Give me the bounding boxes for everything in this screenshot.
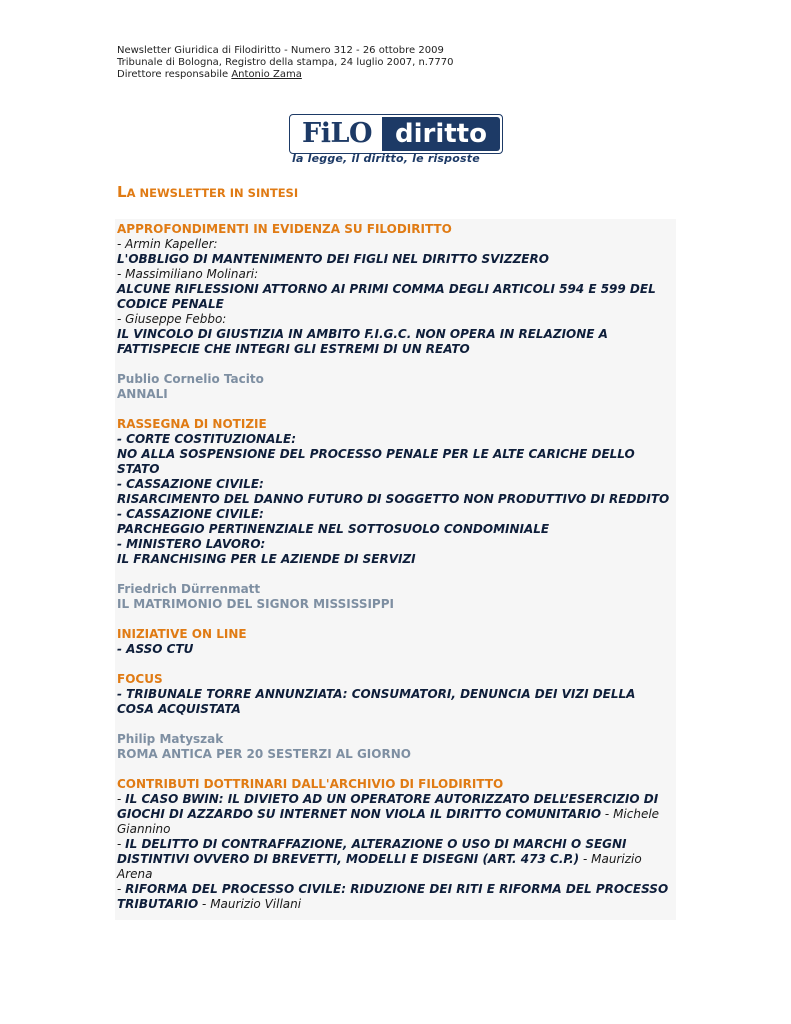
news-link[interactable]: PARCHEGGIO PERTINENZIALE NEL SOTTOSUOLO CONDOMINIALE [117,522,550,536]
contribution-item: - IL CASO BWIN: IL DIVIETO AD UN OPERATORE AUTORIZZATO DELL’ESERCIZIO DI GIOCHI DI AZZARDO SU INTERNET NON VIOLA IL DIRITTO COMUNITARIO - Michele Giannino [117,792,660,836]
news-link[interactable]: RISARCIMENTO DEL DANNO FUTURO DI SOGGETTO NON PRODUTTIVO DI REDDITO [117,492,670,506]
section-title-focus: FOCUS [117,672,163,686]
quote-author: Publio Cornelio Tacito [117,372,264,386]
quote-author: Philip Matyszak [117,732,224,746]
article-link[interactable]: IL VINCOLO DI GIUSTIZIA IN AMBITO F.I.G.C. NON OPERA IN RELAZIONE A FATTISPECIE CHE INTEGRI GLI ESTREMI DI UN REATO [117,327,608,356]
director-label: Direttore responsabile [117,69,232,80]
contribution-author: Maurizio Villani [210,897,302,911]
contribution-item: - RIFORMA DEL PROCESSO CIVILE: RIDUZIONE DEI RITI E RIFORMA DEL PROCESSO TRIBUTARIO - Maurizio Villani [117,882,669,911]
quote-author: Friedrich Dürrenmatt [117,582,261,596]
focus-link[interactable]: - TRIBUNALE TORRE ANNUNZIATA: CONSUMATORI, DENUNCIA DEI VIZI DELLA COSA ACQUISTATA [117,687,636,716]
header-registry-line: Tribunale di Bologna, Registro della stampa, 24 luglio 2007, n.7770 [117,57,454,68]
contribution-link[interactable]: IL DELITTO DI CONTRAFFAZIONE, ALTERAZIONE O USO DI MARCHI O SEGNI DISTINTIVI OVVERO DI BREVETTI, MODELLI E DISEGNI (ART. 473 C.P.) [117,837,627,866]
contribution-link[interactable]: IL CASO BWIN: IL DIVIETO AD UN OPERATORE AUTORIZZATO DELL’ESERCIZIO DI GIOCHI DI AZZARDO SU INTERNET NON VIOLA IL DIRITTO COMUNITARIO [117,792,659,821]
contribution-author: Maurizio Arena [117,852,642,881]
newsletter-header [117,45,453,81]
title-initial: L [117,183,127,201]
director-link[interactable]: Antonio Zama [231,69,302,80]
page-title [117,183,298,201]
logo-tagline: la legge, il diritto, le risposte [292,152,480,165]
quote-work-link[interactable]: ANNALI [117,387,168,401]
article-author: - Armin Kapeller: [117,237,218,251]
section-title-iniziative: INIZIATIVE ON LINE [117,627,247,641]
article-link[interactable]: ALCUNE RIFLESSIONI ATTORNO AI PRIMI COMMA DEGLI ARTICOLI 594 E 599 DEL CODICE PENALE [117,282,656,311]
quote-work-link[interactable]: ROMA ANTICA PER 20 SESTERZI AL GIORNO [117,747,411,761]
filodiritto-logo[interactable] [289,114,503,168]
news-source: - CASSAZIONE CIVILE: [117,477,264,491]
initiative-link[interactable]: - ASSO CTU [117,642,194,656]
summary-content [117,222,672,912]
logo-filo-text: FiLO [302,118,372,149]
news-link[interactable]: NO ALLA SOSPENSIONE DEL PROCESSO PENALE PER LE ALTE CARICHE DELLO STATO [117,447,635,476]
logo-diritto-text: diritto [382,117,500,151]
article-link[interactable]: L'OBBLIGO DI MANTENIMENTO DEI FIGLI NEL DIRITTO SVIZZERO [117,252,549,266]
section-title-contributi: CONTRIBUTI DOTTRINARI DALL'ARCHIVIO DI FILODIRITTO [117,777,504,791]
header-issue-line: Newsletter Giuridica di Filodiritto - Numero 312 - 26 ottobre 2009 [117,45,444,56]
news-source: - MINISTERO LAVORO: [117,537,266,551]
header-director-line [117,69,453,81]
article-author: - Massimiliano Molinari: [117,267,259,281]
section-title-rassegna: RASSEGNA DI NOTIZIE [117,417,267,431]
quote-work-link[interactable]: IL MATRIMONIO DEL SIGNOR MISSISSIPPI [117,597,394,611]
logo-frame [289,114,503,154]
news-source: - CASSAZIONE CIVILE: [117,507,264,521]
article-author: - Giuseppe Febbo: [117,312,227,326]
section-title-approfondimenti: APPROFONDIMENTI IN EVIDENZA SU FILODIRITTO [117,222,452,236]
contribution-item: - IL DELITTO DI CONTRAFFAZIONE, ALTERAZIONE O USO DI MARCHI O SEGNI DISTINTIVI OVVERO DI BREVETTI, MODELLI E DISEGNI (ART. 473 C.P.) - Maurizio Arena [117,837,642,881]
contribution-author: Michele Giannino [117,807,660,836]
news-link[interactable]: IL FRANCHISING PER LE AZIENDE DI SERVIZI [117,552,416,566]
news-source: - CORTE COSTITUZIONALE: [117,432,296,446]
contribution-link[interactable]: RIFORMA DEL PROCESSO CIVILE: RIDUZIONE DEI RITI E RIFORMA DEL PROCESSO TRIBUTARIO [117,882,669,911]
title-rest: A NEWSLETTER IN SINTESI [126,186,299,200]
